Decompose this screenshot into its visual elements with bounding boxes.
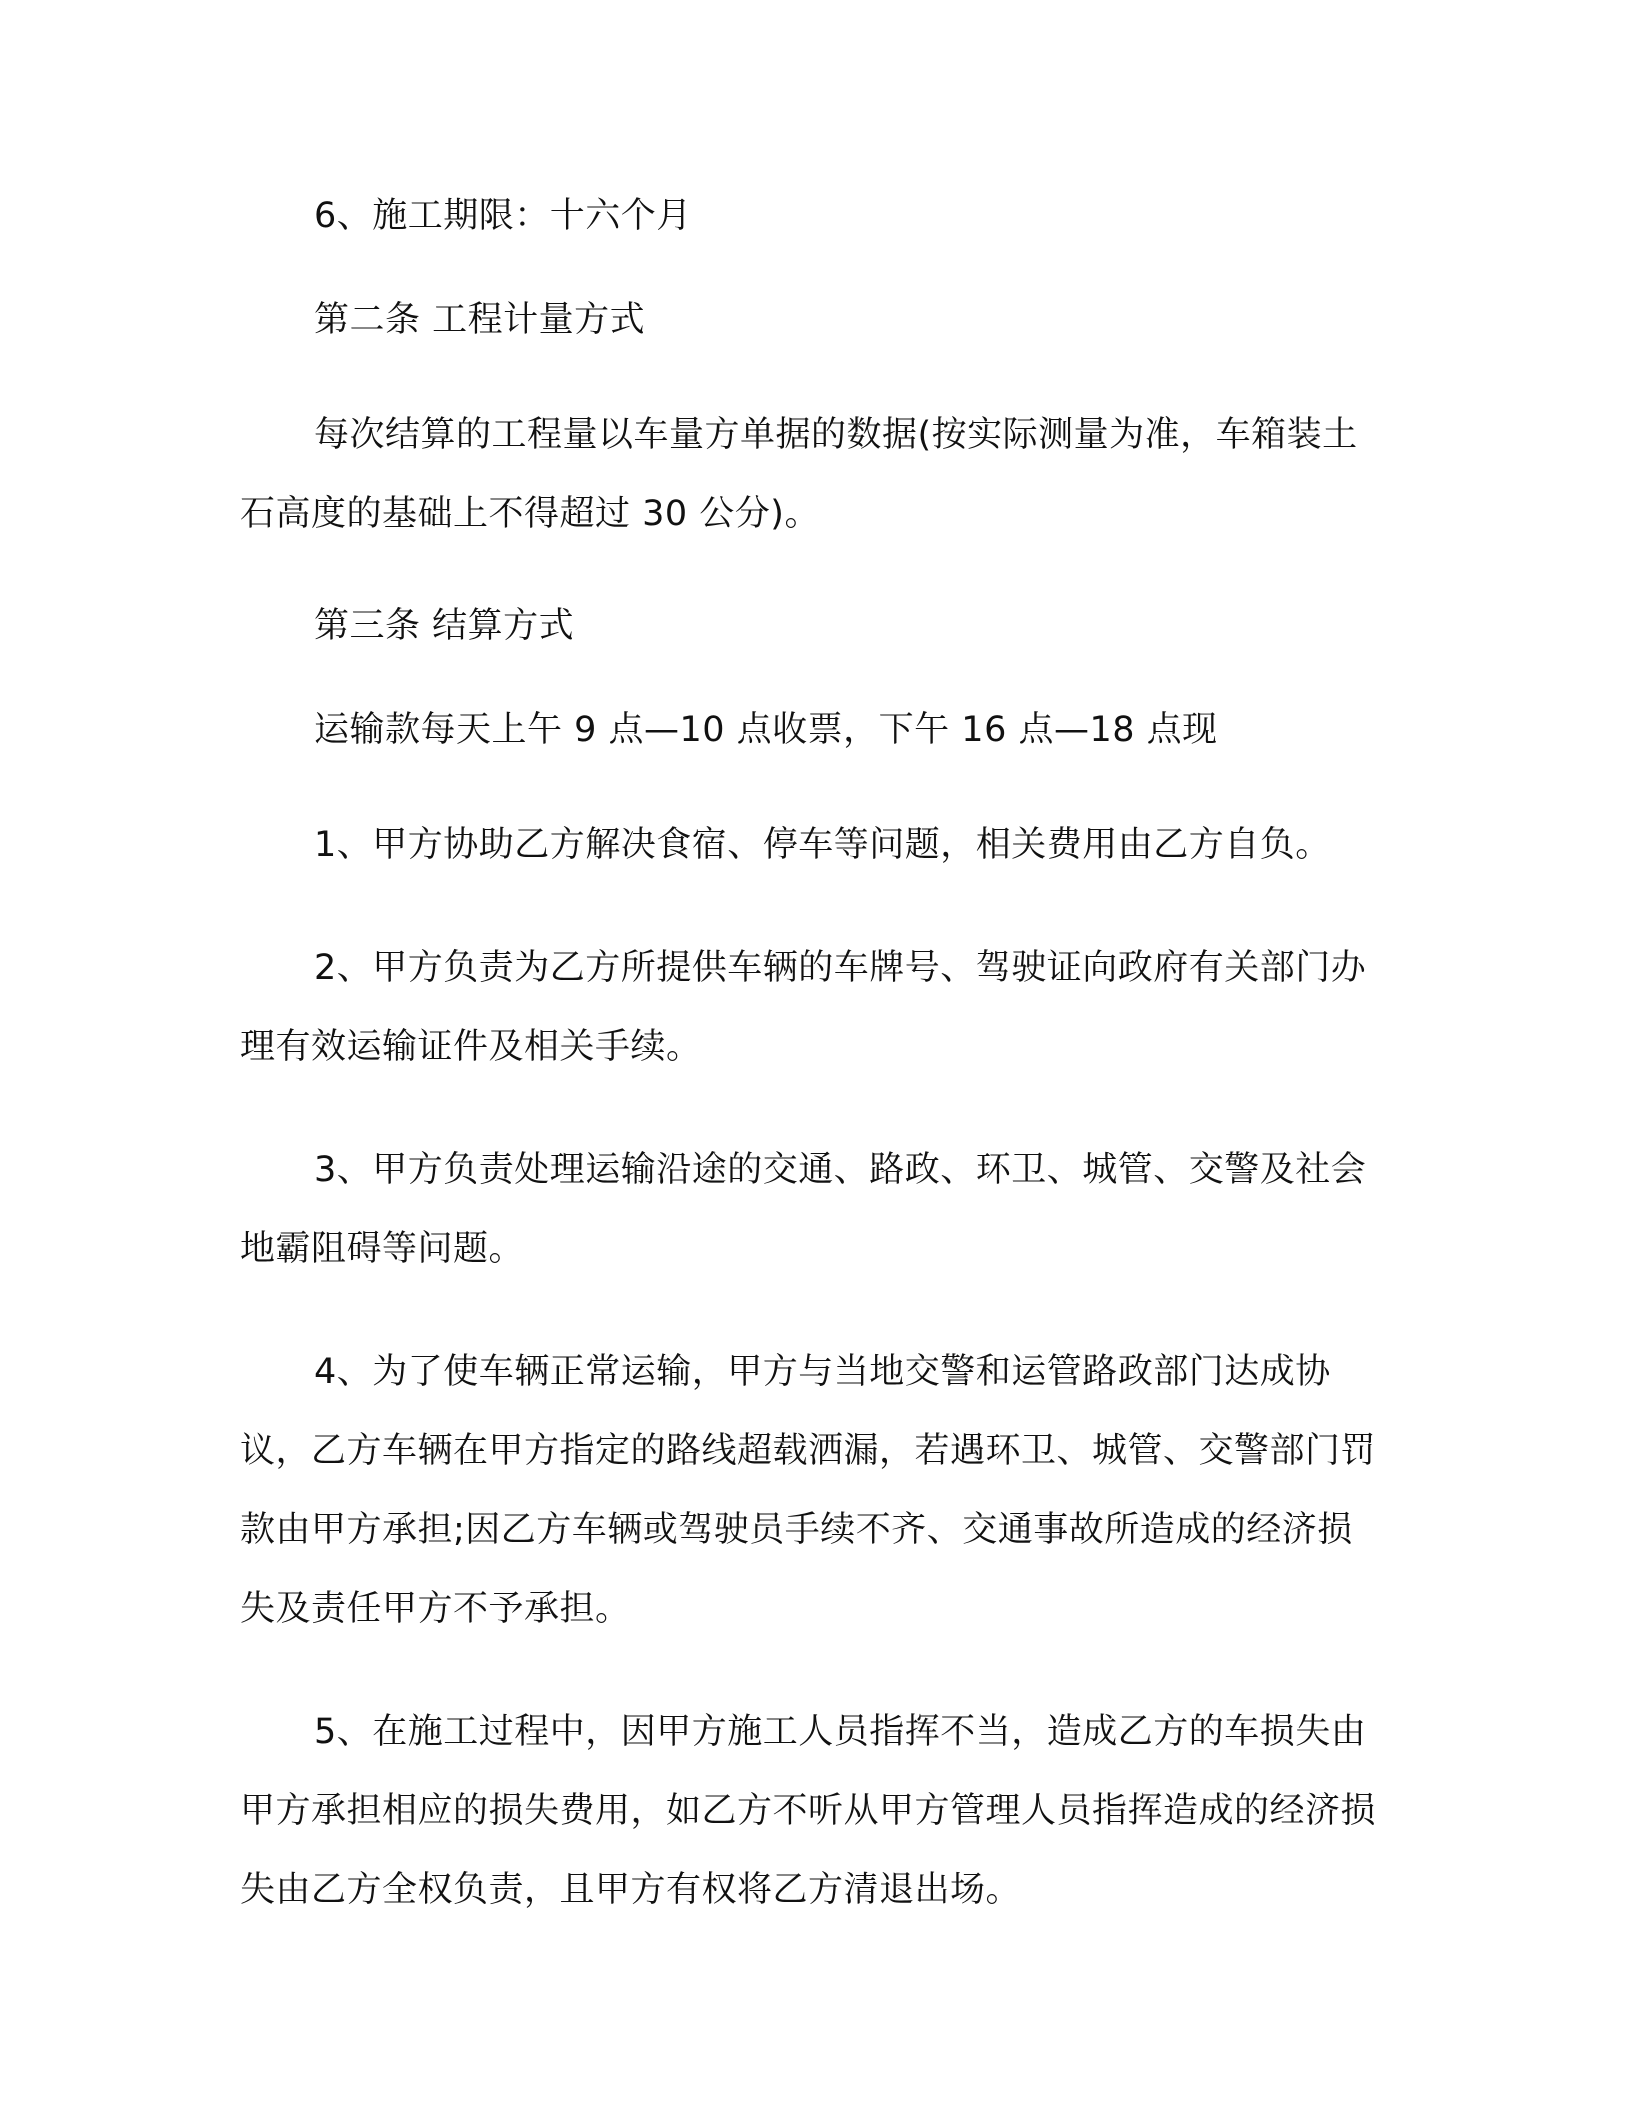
paragraph-item-4: 4、为了使车辆正常运输，甲方与当地交警和运管路政部门达成协议，乙方车辆在甲方指定的路线超载洒漏，若遇环卫、城管、交警部门罚款由甲方承担;因乙方车辆或驾驶员手续不齐、交通事故所造成的经济损失及责任甲方不予承担。 (240, 1352, 1377, 1629)
paragraph-item-2: 2、甲方负责为乙方所提供车辆的车牌号、驾驶证向政府有关部门办理有效运输证件及相关手续。 (240, 948, 1367, 1067)
heading-article-2: 第二条 工程计量方式 (314, 300, 646, 340)
paragraph-settlement-time: 运输款每天上午 9 点—10 点收票，下午 16 点—18 点现 (314, 710, 1218, 750)
paragraph-construction-period: 6、施工期限：十六个月 (314, 196, 692, 236)
heading-article-3: 第三条 结算方式 (314, 606, 575, 646)
paragraph-item-5: 5、在施工过程中，因甲方施工人员指挥不当，造成乙方的车损失由甲方承担相应的损失费用，如乙方不听从甲方管理人员指挥造成的经济损失由乙方全权负责，且甲方有权将乙方清退出场。 (240, 1712, 1377, 1910)
paragraph-item-3: 3、甲方负责处理运输沿途的交通、路政、环卫、城管、交警及社会地霸阻碍等问题。 (240, 1150, 1367, 1269)
paragraph-item-1: 1、甲方协助乙方解决食宿、停车等问题，相关费用由乙方自负。 (314, 825, 1331, 865)
document-body (240, 188, 1388, 1974)
paragraph-measurement-method: 每次结算的工程量以车量方单据的数据(按实际测量为准，车箱装土石高度的基础上不得超过 30 公分)。 (240, 415, 1358, 534)
